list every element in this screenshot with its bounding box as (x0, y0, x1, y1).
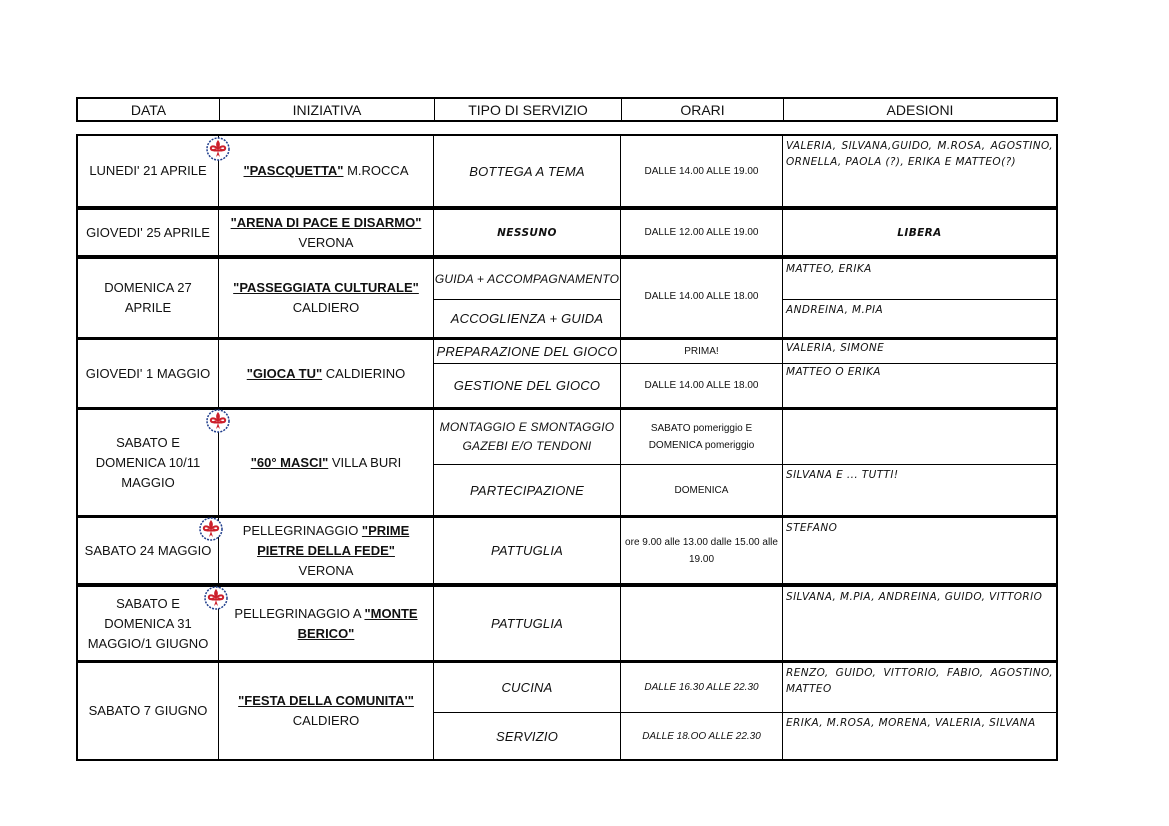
initiative-cell: "GIOCA TU" CALDIERINO (219, 340, 434, 407)
table-row (76, 257, 1058, 339)
service-sub: PREPARAZIONE DEL GIOCO (436, 344, 618, 359)
initiative-cell: "60° MASCI" VILLA BURI (219, 410, 434, 515)
adesioni-cell (783, 136, 1056, 206)
fleur-de-lis-icon (206, 409, 230, 433)
service-sub: SERVIZIO (434, 712, 620, 759)
hours-sub: DALLE 16.30 ALLE 22.30 (644, 682, 759, 693)
adesioni-sub: VALERIA, SIMONE (786, 342, 885, 354)
initiative-cell: "FESTA DELLA COMUNITA'" CALDIERO (219, 663, 434, 759)
fleur-de-lis-icon (206, 137, 230, 161)
hours-cell (621, 410, 783, 515)
adesioni-sub: RENZO, GUIDO, VITTORIO, FABIO, AGOSTINO, MATTEO (786, 667, 1053, 695)
adesioni-cell (783, 410, 1056, 515)
header-orari: ORARI (622, 99, 784, 120)
hours-cell (621, 663, 783, 759)
hours-sub: DOMENICA (621, 464, 782, 515)
initiative-cell: "PASSEGGIATA CULTURALE" CALDIERO (219, 259, 434, 337)
date-cell: SABATO 7 GIUGNO (78, 663, 219, 759)
adesioni-cell: LIBERA (897, 226, 942, 239)
service-cell (434, 259, 621, 337)
service-cell: PATTUGLIA (434, 518, 621, 583)
service-sub: MONTAGGIO E SMONTAGGIO GAZEBI E/O TENDONI (439, 420, 615, 453)
header-iniziativa: INIZIATIVA (220, 99, 435, 120)
hours-sub: DALLE 18.OO ALLE 22.30 (621, 712, 782, 759)
adesioni-cell: SILVANA, M.PIA, ANDREINA, GUIDO, VITTORIO (786, 591, 1043, 603)
adesioni-cell (783, 340, 1056, 407)
adesioni-cell: STEFANO (786, 522, 838, 534)
adesioni-cell (783, 663, 1056, 759)
service-cell: BOTTEGA A TEMA (434, 136, 621, 206)
hours-cell: DALLE 14.00 ALLE 18.00 (621, 259, 783, 337)
table-row (76, 338, 1058, 410)
table-row (76, 661, 1058, 761)
header-tipo-servizio: TIPO DI SERVIZIO (435, 99, 622, 120)
hours-cell: DALLE 12.00 ALLE 19.00 (621, 210, 783, 255)
service-sub: GUIDA + ACCOMPAGNAMENTO (434, 271, 620, 286)
table-row (76, 208, 1058, 258)
table-header (76, 97, 1058, 122)
service-cell (434, 410, 621, 515)
header-adesioni: ADESIONI (886, 101, 954, 118)
date-cell: GIOVEDI' 1 MAGGIO (78, 340, 219, 407)
fleur-de-lis-icon (204, 586, 228, 610)
hours-cell: DALLE 14.00 ALLE 19.00 (621, 136, 783, 206)
adesioni-text: VALERIA, SILVANA,GUIDO, M.ROSA, AGOSTINO, ORNELLA, PAOLA (?), ERIKA E MATTEO(?) (786, 140, 1053, 168)
date-cell: LUNEDI' 21 APRILE (78, 136, 219, 206)
adesioni-sub: MATTEO O ERIKA (783, 363, 1056, 407)
initiative-cell: PELLEGRINAGGIO A "MONTE BERICO" (219, 587, 434, 660)
date-cell: SABATO 24 MAGGIO (78, 518, 219, 583)
adesioni-sub: MATTEO, ERIKA (786, 263, 872, 275)
fleur-de-lis-icon (199, 517, 223, 541)
service-sub: PARTECIPAZIONE (434, 464, 620, 515)
adesioni-sub: ERIKA, M.ROSA, MORENA, VALERIA, SILVANA (783, 712, 1056, 759)
hours-sub: PRIMA! (684, 346, 719, 357)
table-row (76, 516, 1058, 586)
hours-cell (621, 587, 783, 660)
initiative-cell: PELLEGRINAGGIO "PRIME PIETRE DELLA FEDE" VERONA (219, 518, 434, 583)
service-cell (434, 663, 621, 759)
header-data: DATA (78, 99, 220, 120)
service-cell (434, 340, 621, 407)
adesioni-sub (783, 410, 1056, 464)
adesioni-sub: SILVANA E ... TUTTI! (783, 464, 1056, 515)
service-cell: PATTUGLIA (434, 587, 621, 660)
date-cell: SABATO E DOMENICA 10/11 MAGGIO (78, 410, 219, 515)
service-sub: ACCOGLIENZA + GUIDA (434, 299, 620, 337)
adesioni-cell (783, 259, 1056, 337)
date-cell: DOMENICA 27 APRILE (78, 259, 219, 337)
initiative-cell: "ARENA DI PACE E DISARMO" VERONA (219, 210, 434, 255)
hours-cell (621, 340, 783, 407)
service-sub: CUCINA (501, 680, 553, 695)
hours-sub: DALLE 14.00 ALLE 18.00 (621, 363, 782, 407)
initiative-cell: "PASCQUETTA" M.ROCCA (219, 136, 434, 206)
date-cell: GIOVEDI' 25 APRILE (78, 210, 219, 255)
service-sub: GESTIONE DEL GIOCO (434, 363, 620, 407)
adesioni-sub: ANDREINA, M.PIA (783, 299, 1056, 337)
hours-cell: ore 9.00 alle 13.00 dalle 15.00 alle 19.00 (621, 518, 783, 583)
service-cell: NESSUNO (434, 210, 621, 255)
hours-sub: SABATO pomeriggio E DOMENICA pomeriggio (648, 423, 755, 451)
date-cell: SABATO E DOMENICA 31 MAGGIO/1 GIUGNO (78, 587, 219, 660)
